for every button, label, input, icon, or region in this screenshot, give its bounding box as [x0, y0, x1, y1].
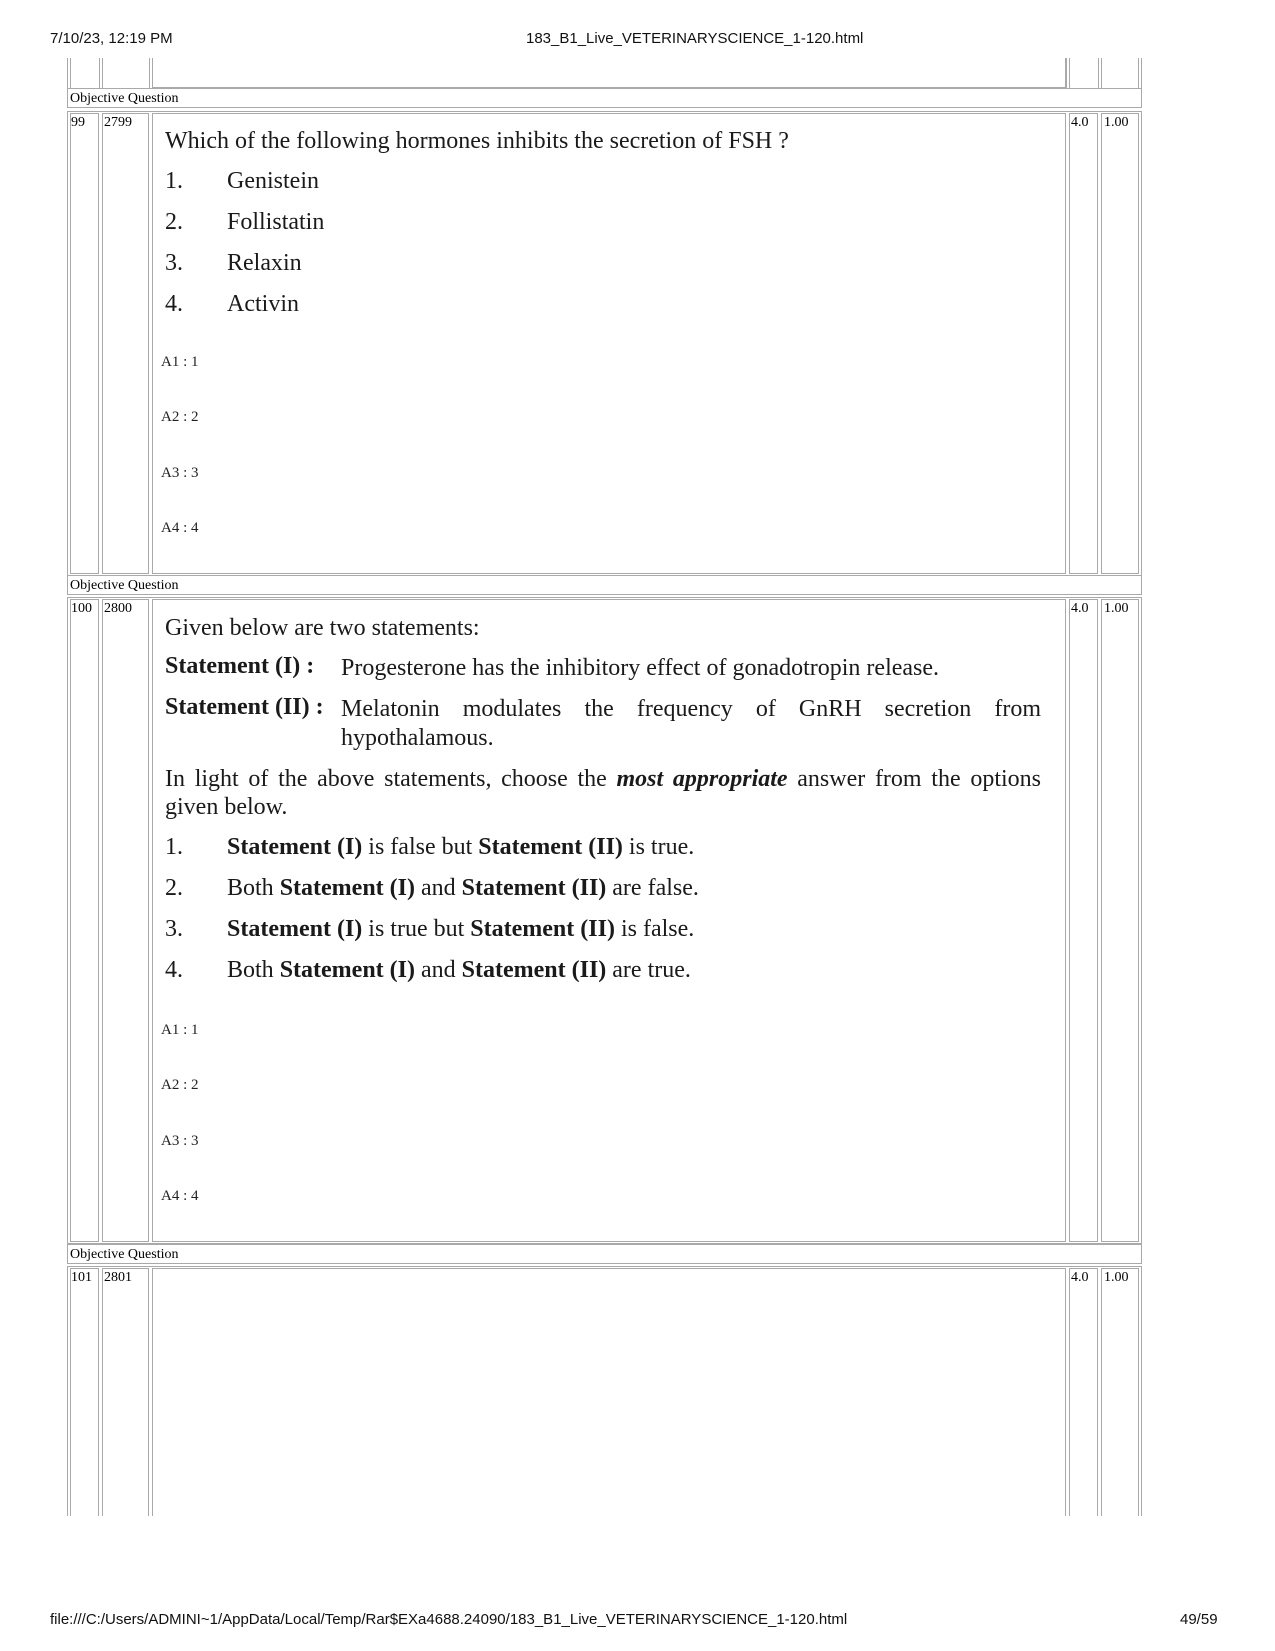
instruction-pre: In light of the above statements, choose the [165, 766, 617, 792]
option-number: 1. [165, 168, 183, 194]
question-type-row [67, 88, 1142, 108]
serial-number: 99 [71, 115, 85, 130]
question-type-label: Objective Question [70, 1247, 179, 1262]
instruction-post: answer from the options [787, 766, 1041, 792]
statement-2-text-line2: hypothalamous. [341, 725, 494, 751]
option-text: Activin [227, 291, 299, 317]
option-text: Both Statement (I) and Statement (II) are false. [227, 875, 699, 901]
top-border-line [149, 58, 150, 88]
option-number: 4. [165, 957, 183, 983]
top-border-line [1098, 58, 1099, 88]
marks-cell [1069, 599, 1098, 1242]
statement-1-label: Statement (I) : [165, 653, 315, 679]
serial-number: 101 [71, 1270, 92, 1285]
print-datetime: 7/10/23, 12:19 PM [50, 30, 173, 47]
question-type-label: Objective Question [70, 578, 179, 593]
question-type-row [67, 1244, 1142, 1264]
top-border-line [1141, 58, 1142, 88]
instruction-line1 [165, 764, 1041, 794]
marks-value: 4.0 [1071, 601, 1089, 616]
option-text: Follistatin [227, 209, 325, 235]
statement-2-label: Statement (II) : [165, 694, 324, 720]
option-text: Statement (I) is true but Statement (II) is false. [227, 916, 695, 942]
negative-marks-value: 1.00 [1104, 1270, 1129, 1285]
negative-marks-value: 1.00 [1104, 115, 1129, 130]
sno-cell [70, 1268, 99, 1516]
file-path: file:///C:/Users/ADMINI~1/AppData/Local/Temp/Rar$EXa4688.24090/183_B1_Live_VETERINARYSCIENCE_1-120.html [50, 1611, 848, 1628]
negative-marks-value: 1.00 [1104, 601, 1129, 616]
qid-cell [102, 113, 149, 574]
answer-key-2: A2 : 2 [161, 409, 199, 425]
option-number: 2. [165, 209, 183, 235]
answer-key-4: A4 : 4 [161, 1188, 199, 1204]
marks-value: 4.0 [1071, 1270, 1089, 1285]
instruction-line2: given below. [165, 794, 288, 820]
statement-1-text: Progesterone has the inhibitory effect of gonadotropin release. [341, 655, 940, 681]
answer-key-1: A1 : 1 [161, 1022, 199, 1038]
option-text: Genistein [227, 168, 319, 194]
document-title: 183_B1_Live_VETERINARYSCIENCE_1-120.html [526, 30, 864, 47]
qid-cell [102, 1268, 149, 1516]
answer-key-4: A4 : 4 [161, 520, 199, 536]
question-body-cell [152, 1268, 1066, 1516]
negative-marks-cell [1101, 1268, 1139, 1516]
option-text: Both Statement (I) and Statement (II) are true. [227, 957, 691, 983]
marks-cell [1069, 113, 1098, 574]
top-border-line [70, 58, 71, 88]
top-border-line [1066, 58, 1067, 88]
sno-cell [70, 113, 99, 574]
option-number: 4. [165, 291, 183, 317]
marks-cell [1069, 1268, 1098, 1516]
option-text: Statement (I) is false but Statement (II) is true. [227, 834, 695, 860]
top-border-line [99, 58, 100, 88]
option-number: 2. [165, 875, 183, 901]
marks-value: 4.0 [1071, 115, 1089, 130]
top-cell [152, 58, 1066, 88]
question-text: Which of the following hormones inhibits the secretion of FSH ? [165, 128, 789, 154]
sno-cell [70, 599, 99, 1242]
question-id: 2799 [104, 115, 132, 130]
top-border-line [1101, 58, 1102, 88]
serial-number: 100 [71, 601, 92, 616]
option-number: 3. [165, 250, 183, 276]
question-id: 2800 [104, 601, 132, 616]
top-border-line [1138, 58, 1139, 88]
option-number: 1. [165, 834, 183, 860]
instruction-emphasis: most appropriate [616, 766, 788, 792]
answer-key-3: A3 : 3 [161, 465, 199, 481]
answer-key-1: A1 : 1 [161, 354, 199, 370]
statement-2-text-line1: Melatonin modulates the frequency of GnRH secretion from [341, 696, 1041, 722]
negative-marks-cell [1101, 599, 1139, 1242]
question-id: 2801 [104, 1270, 132, 1285]
top-border-line [67, 58, 68, 88]
top-border-line [1069, 58, 1070, 88]
question-intro: Given below are two statements: [165, 615, 480, 641]
negative-marks-cell [1101, 113, 1139, 574]
option-number: 3. [165, 916, 183, 942]
answer-key-2: A2 : 2 [161, 1077, 199, 1093]
question-type-label: Objective Question [70, 91, 179, 106]
top-border-line [102, 58, 103, 88]
answer-key-3: A3 : 3 [161, 1133, 199, 1149]
option-text: Relaxin [227, 250, 302, 276]
question-type-row [67, 575, 1142, 595]
qid-cell [102, 599, 149, 1242]
page-number: 49/59 [1180, 1611, 1218, 1628]
